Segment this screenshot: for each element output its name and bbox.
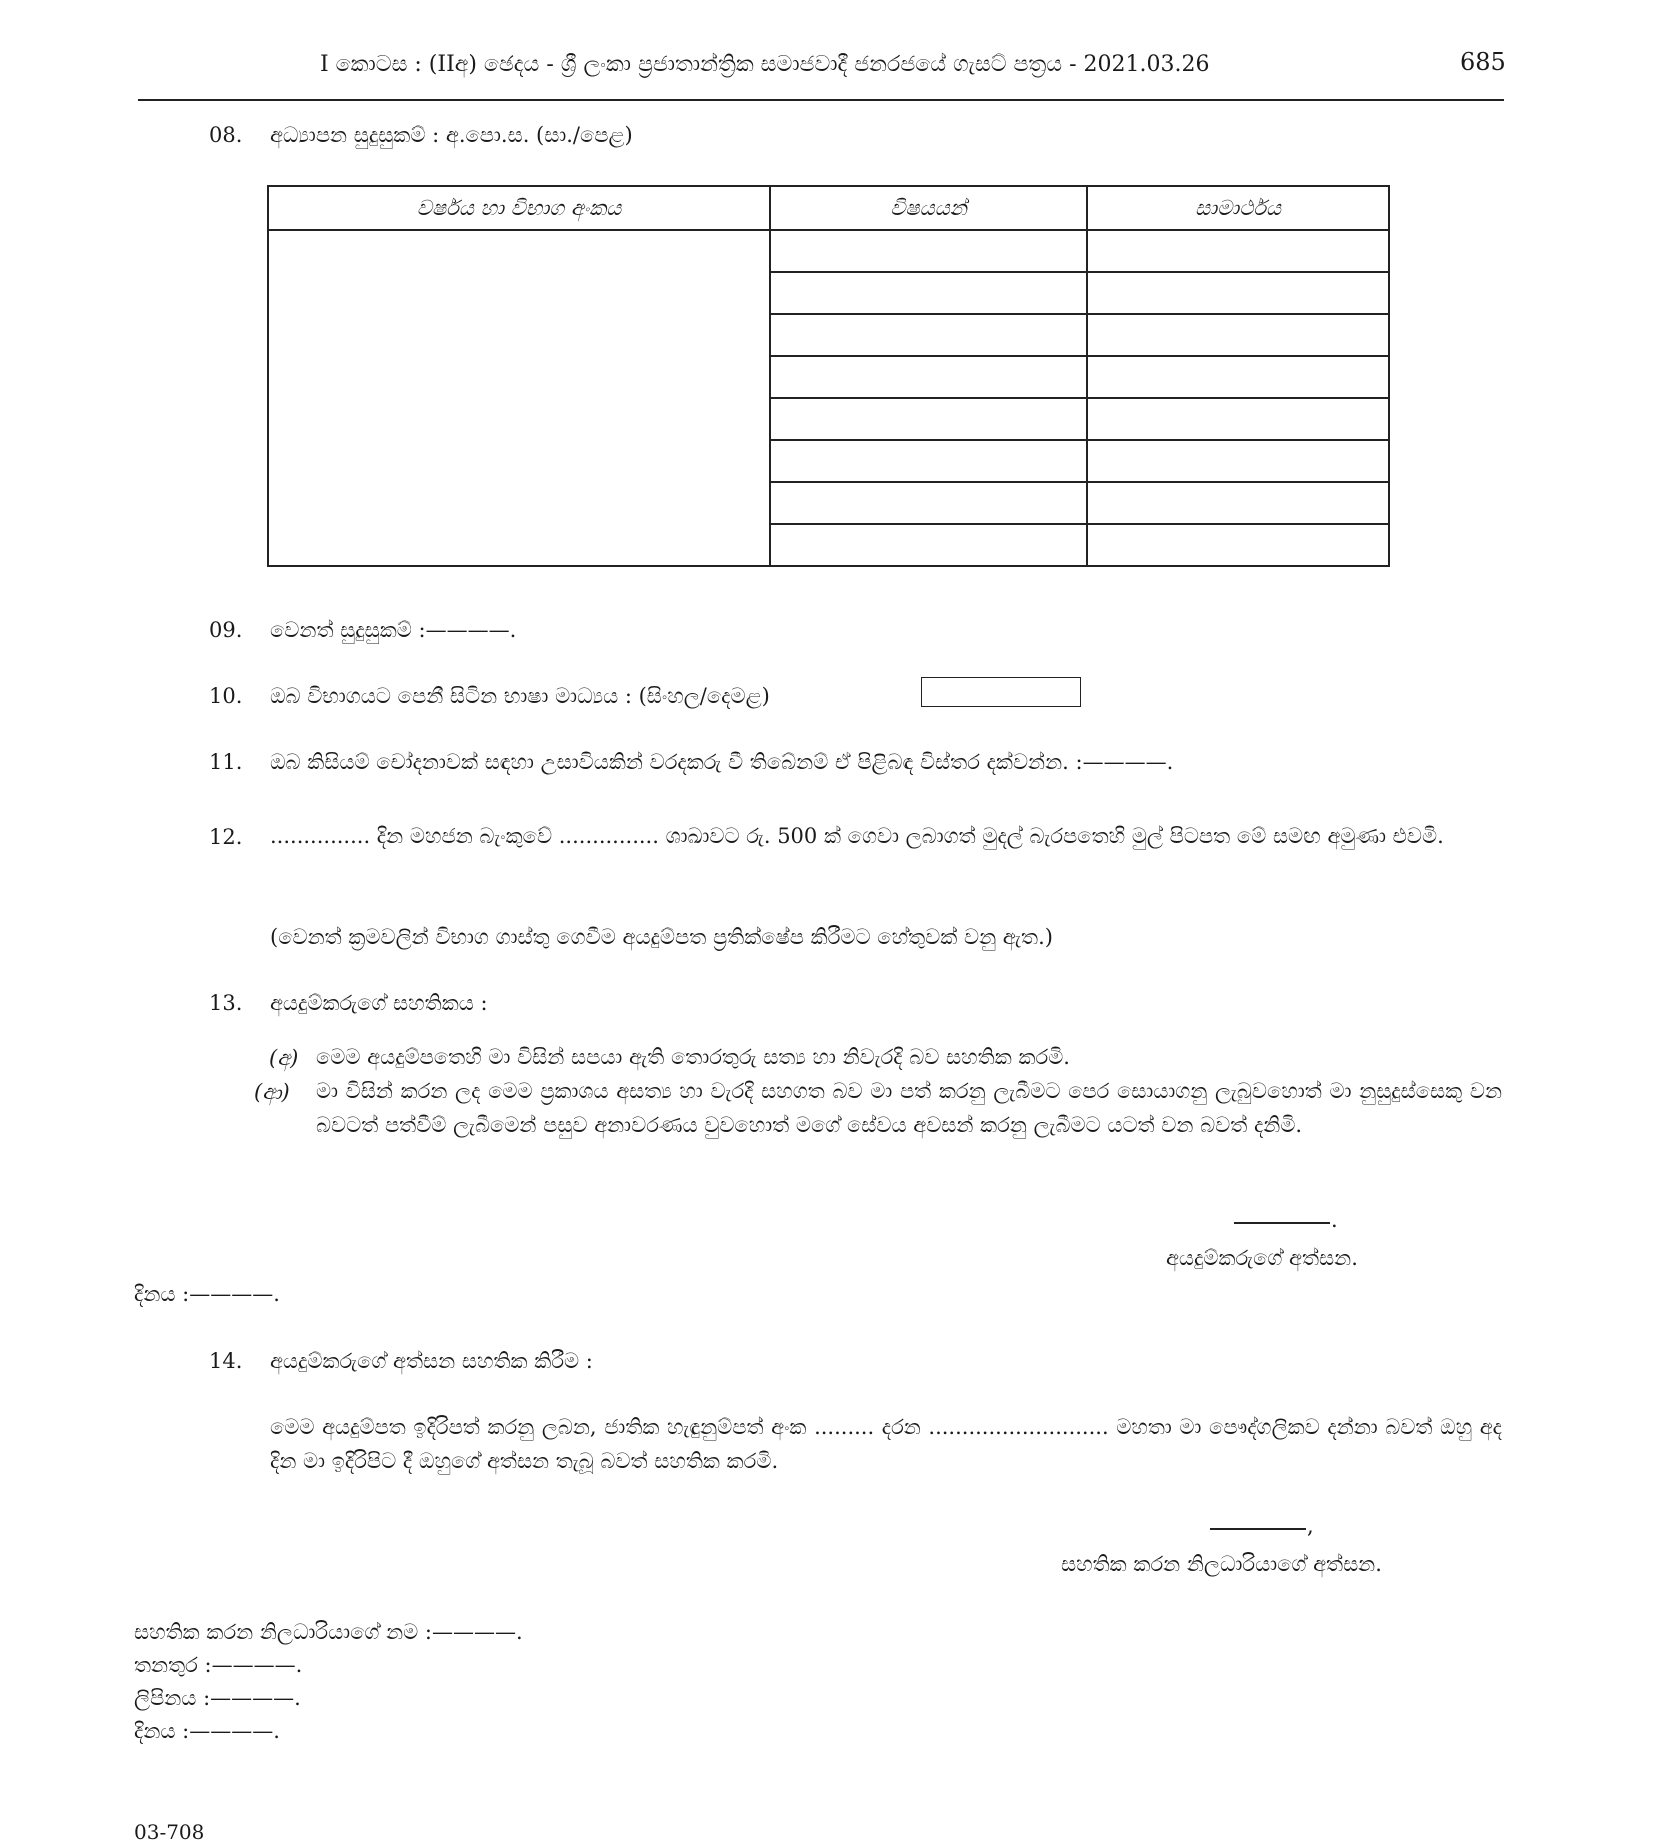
- officer-date-field[interactable]: දිනය :————.: [134, 1719, 280, 1743]
- item-08-text: අධ්‍යාපන සුදුසුකම් : අ.පො.ස. (සා./පෙළ): [270, 123, 633, 147]
- applicant-date-field[interactable]: දිනය :————.: [134, 1282, 280, 1306]
- applicant-signature-line-end: .: [1331, 1208, 1338, 1232]
- item-14-title: අයදුම්කරුගේ අත්සන සහතික කිරීම :: [270, 1349, 593, 1373]
- officer-post-field[interactable]: තනතුර :————.: [134, 1653, 303, 1677]
- gazette-header: I කොටස : (IIඅ) ඡෙදය - ශ්‍රී ලංකා ප්‍රජාතාන්ත්‍රික සමාජවාදී ජනරජයේ ගැසට් පත්‍රය - 2021.03.26: [320, 52, 1210, 77]
- applicant-signature-line[interactable]: [1234, 1222, 1330, 1224]
- column-header-grade: සාමාර්ථය: [1087, 186, 1389, 230]
- subject-cell[interactable]: [770, 230, 1087, 272]
- officer-address-field[interactable]: ලිපිනය :————.: [134, 1686, 301, 1710]
- subject-cell[interactable]: [770, 356, 1087, 398]
- item-09-text: වෙනත් සුදුසුකම් :————.: [270, 618, 517, 642]
- grade-cell[interactable]: [1087, 440, 1389, 482]
- subject-cell[interactable]: [770, 272, 1087, 314]
- grade-cell[interactable]: [1087, 272, 1389, 314]
- officer-signature-line-end: ,: [1307, 1514, 1314, 1538]
- grade-cell[interactable]: [1087, 356, 1389, 398]
- footer-code: 03-708: [134, 1820, 205, 1844]
- header-rule: [138, 99, 1504, 101]
- item-10-number: 10.: [209, 684, 243, 708]
- item-11-text: ඔබ කිසියම් චෝදනාවක් සඳහා උසාවියකින් වරදකරු වී තිබේනම් ඒ පිළිබඳ විස්තර දක්වන්න. :————.: [270, 750, 1174, 774]
- year-index-cell[interactable]: [268, 230, 770, 566]
- table-row: [268, 230, 1389, 272]
- officer-signature-line[interactable]: [1210, 1528, 1306, 1530]
- item-13-b-text: මා විසින් කරන ලද මෙම ප්‍රකාශය අසත්‍ය හා වැරදි සහගත බව මා පත් කරනු ලැබීමට පෙර සොයාගනු ලැබුවහොත් මා නුසුදුස්සෙකු වන බවටත් පත්වීම් ලැබීමෙන් පසුව අනාවරණය වුවහොත් මගේ සේවය අවසන් කරනු ලැබීමට යටත් වන බවත් දනිමි.: [316, 1079, 1502, 1137]
- column-header-subjects: විෂයයන්: [770, 186, 1087, 230]
- table-header-row: [268, 186, 1389, 230]
- grade-cell[interactable]: [1087, 482, 1389, 524]
- subject-cell[interactable]: [770, 482, 1087, 524]
- grade-cell[interactable]: [1087, 524, 1389, 566]
- item-09-number: 09.: [209, 618, 243, 642]
- grade-cell[interactable]: [1087, 314, 1389, 356]
- subject-cell[interactable]: [770, 524, 1087, 566]
- item-11-number: 11.: [209, 750, 243, 774]
- item-13-title: අයදුම්කරුගේ සහතිකය :: [270, 991, 488, 1015]
- item-14-text: මෙම අයදුම්පත ඉදිරිපත් කරනු ලබන, ජාතික හැඳුනුම්පත් අංක ......... දරන ........................... මහතා මා පෞද්ගලිකව දන්නා බවත් ඔහු අද දින මා ඉදිරිපිට දී ඔහුගේ අත්සන තැබූ බවත් සහතික කරමි.: [270, 1415, 1502, 1473]
- grade-cell[interactable]: [1087, 398, 1389, 440]
- page-number: 685: [1460, 48, 1506, 76]
- column-header-year-index: වර්ෂය හා විභාග අංකය: [268, 186, 770, 230]
- item-13-a-text: මෙම අයදුම්පතෙහි මා විසින් සපයා ඇති තොරතුරු සත්‍ය හා නිවැරදි බව සහතික කරමි.: [316, 1045, 1070, 1069]
- qualifications-table: [267, 185, 1390, 567]
- item-14-number: 14.: [209, 1349, 243, 1373]
- officer-signature-label: සහතික කරන නිලධාරියාගේ අත්සන.: [1061, 1552, 1382, 1576]
- item-13-a-label: (අ): [269, 1046, 299, 1070]
- item-10-text: ඔබ විභාගයට පෙනී සිටින භාෂා මාධ්‍යය : (සිංහල/දෙමළ): [270, 684, 770, 708]
- item-12-number: 12.: [209, 825, 243, 849]
- applicant-signature-label: අයදුම්කරුගේ අත්සන.: [1166, 1246, 1358, 1270]
- subject-cell[interactable]: [770, 440, 1087, 482]
- item-12-note: (වෙනත් ක්‍රමවලින් විභාග ගාස්තු ගෙවීම අයදුම්පත ප්‍රතික්ෂේප කිරීමට හේතුවක් වනු ඇත.): [270, 925, 1053, 949]
- item-12-text: ............... දින මහජන බැංකුවේ ............... ශාඛාවට රු. 500 ක් ගෙවා ලබාගත් මුදල් බැරපතෙහි මුල් පිටපත මේ සමඟ අමුණා එවමි.: [270, 824, 1444, 848]
- grade-cell[interactable]: [1087, 230, 1389, 272]
- item-13-number: 13.: [209, 991, 243, 1015]
- subject-cell[interactable]: [770, 398, 1087, 440]
- item-13-b-label: (ආ): [254, 1080, 290, 1104]
- item-08-number: 08.: [209, 123, 243, 147]
- officer-name-field[interactable]: සහතික කරන නිලධාරියාගේ නම :————.: [134, 1620, 523, 1644]
- subject-cell[interactable]: [770, 314, 1087, 356]
- language-medium-box[interactable]: [921, 677, 1081, 707]
